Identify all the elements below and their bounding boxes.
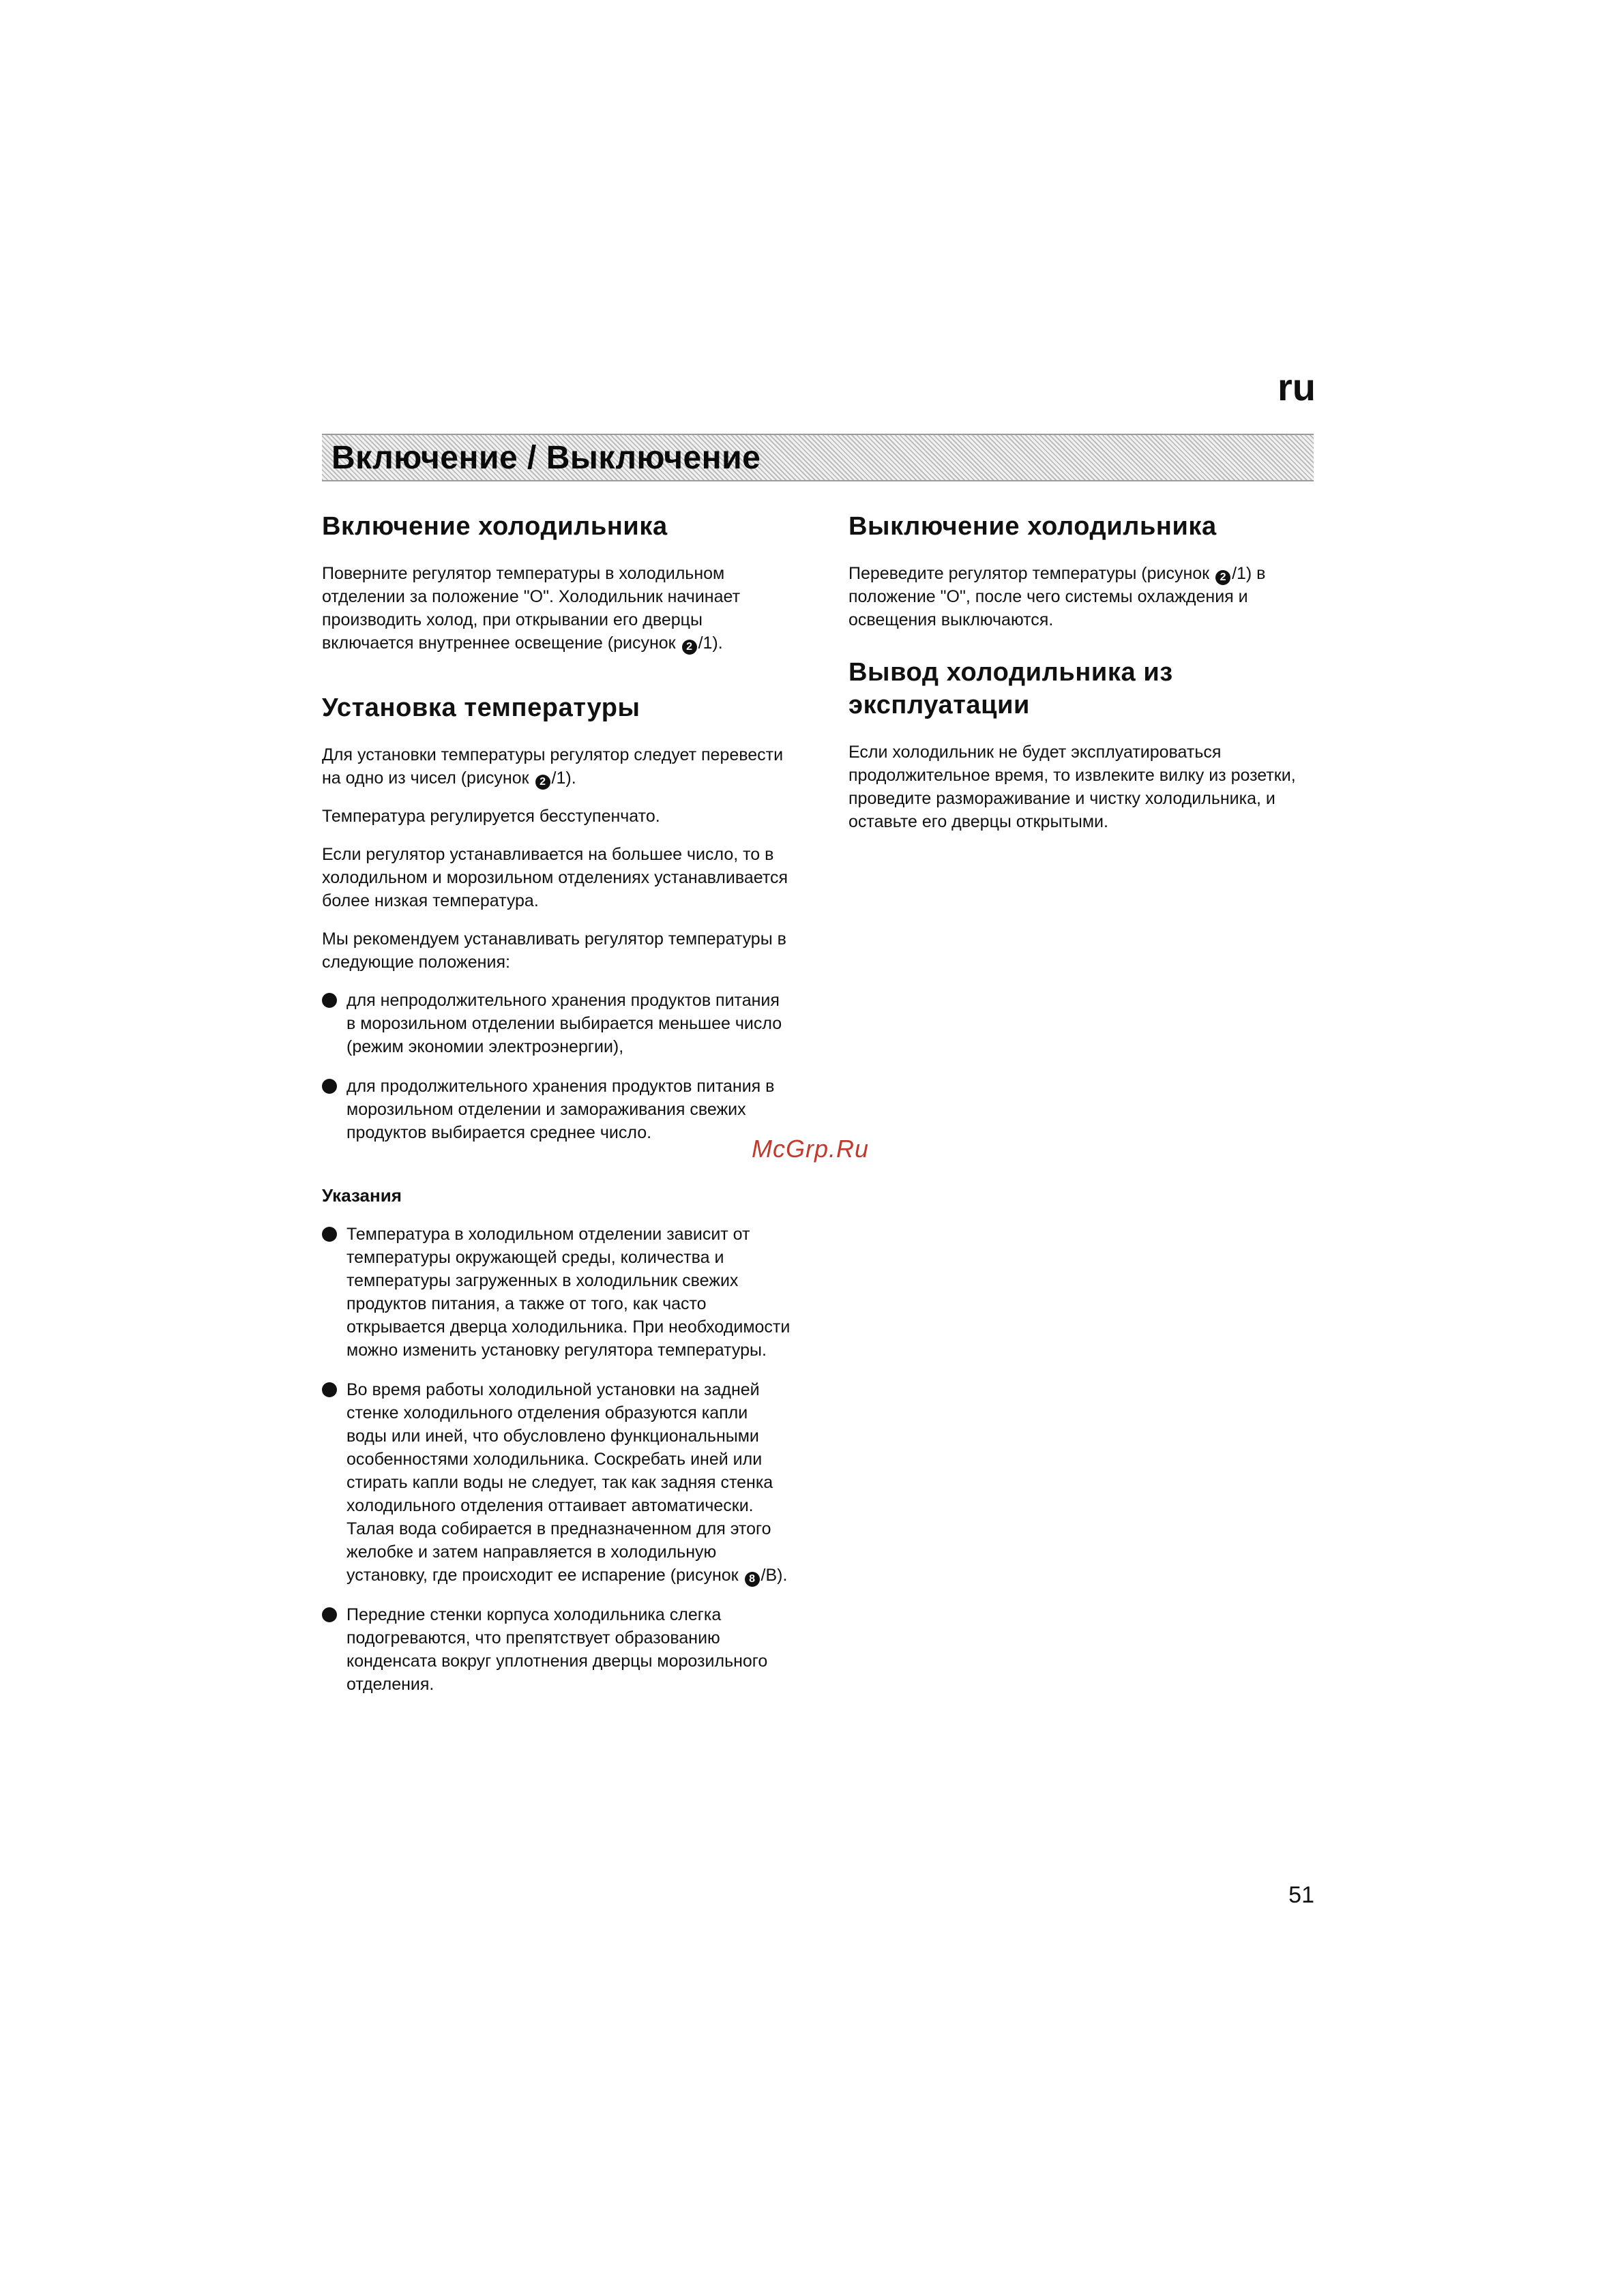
page-number: 51 [1288,1882,1314,1908]
list-item-text: Передние стенки корпуса холодильника слегка подогреваются, что препятствует образованию конденсата вокруг уплотнения дверцы морозильного отделения. [346,1605,768,1694]
language-code: ru [1278,366,1316,408]
list-item-text: для непродолжительного хранения продуктов питания в морозильном отделении выбирается меньшее число (режим экономии электроэнергии), [346,991,782,1056]
text-part: /1) в положение "О", после чего системы охлаждения и освещения выключаются. [848,564,1266,629]
page-title: Включение / Выключение [331,440,761,476]
figure-reference-icon: 2 [682,640,697,655]
list-item-text: Температура в холодильном отделении зависит от температуры окружающей среды, количества и температуры загруженных в холодильник свежих продуктов питания, а также от того, как часто открывается дверца холодильника. При необходимости можно изменить установку регулятора температуры. [346,1225,791,1360]
list-item [322,1603,793,1696]
text-part: /1). [551,769,576,788]
list-item-text: для продолжительного хранения продуктов питания в морозильном отделении и замораживания свежих продуктов выбирается среднее число. [346,1077,775,1142]
temperature-recommendation-list [322,989,793,1144]
list-item [322,1223,793,1362]
figure-reference-icon: 8 [745,1572,760,1587]
bullet-icon [322,1079,337,1094]
paragraph-switch-on [322,562,793,655]
section-banner [322,434,1314,481]
figure-reference-icon: 2 [535,775,550,790]
list-item-text: /B). [761,1566,788,1585]
text-part: Для установки температуры регулятор следует перевести на одно из чисел (рисунок [322,745,784,788]
paragraph-decommission: Если холодильник не будет эксплуатироваться продолжительное время, то извлеките вилку из розетки, проведите размораживание и чистку холодильника, и оставьте его дверцы открытыми. [848,743,1296,831]
heading-switch-on: Включение холодильника [322,512,668,541]
figure-reference-icon: 2 [1215,570,1230,585]
text-part: Переведите регулятор температуры (рисунок [848,564,1215,583]
text-part: /1). [698,633,723,653]
right-column [848,510,1319,848]
watermark-link[interactable]: McGrp.Ru [752,1135,870,1163]
bullet-icon [322,993,337,1008]
heading-temperature-setting: Установка температуры [322,694,640,722]
list-item [322,1075,793,1144]
paragraph-temperature-4: Мы рекомендуем устанавливать регулятор температуры в следующие положения: [322,929,786,972]
bullet-icon [322,1382,337,1397]
heading-switch-off: Выключение холодильника [848,512,1217,541]
bullet-icon [322,1227,337,1242]
left-column [322,510,793,1712]
text-part: Поверните регулятор температуры в холодильном отделении за положение "О". Холодильник начинает производить холод, при открывании его дверцы включается внутреннее освещение (рисунок [322,564,741,653]
notes-list [322,1223,793,1696]
heading-decommission: Вывод холодильника из эксплуатации [848,658,1173,719]
paragraph-temperature-3: Если регулятор устанавливается на большее число, то в холодильном и морозильном отделениях устанавливается более низкая температура. [322,845,788,910]
bullet-icon [322,1607,337,1622]
list-item-text: Во время работы холодильной установки на задней стенке холодильного отделения образуются капли воды или иней, что обусловлено функциональными особенностями холодильника. Соскребать иней или стирать капли воды не следует, так как задняя стенка холодильного отделения оттаивает автоматически. Талая вода собирается в предназначенном для этого желобке и затем направляется в холодильную установку, где происходит ее испарение (рисунок [346,1380,773,1585]
paragraph-temperature-2: Температура регулируется бесступенчато. [322,807,660,826]
list-item [322,989,793,1058]
paragraph-switch-off [848,562,1319,631]
notes-heading: Указания [322,1185,402,1206]
list-item [322,1378,793,1587]
paragraph-temperature-1 [322,743,793,790]
